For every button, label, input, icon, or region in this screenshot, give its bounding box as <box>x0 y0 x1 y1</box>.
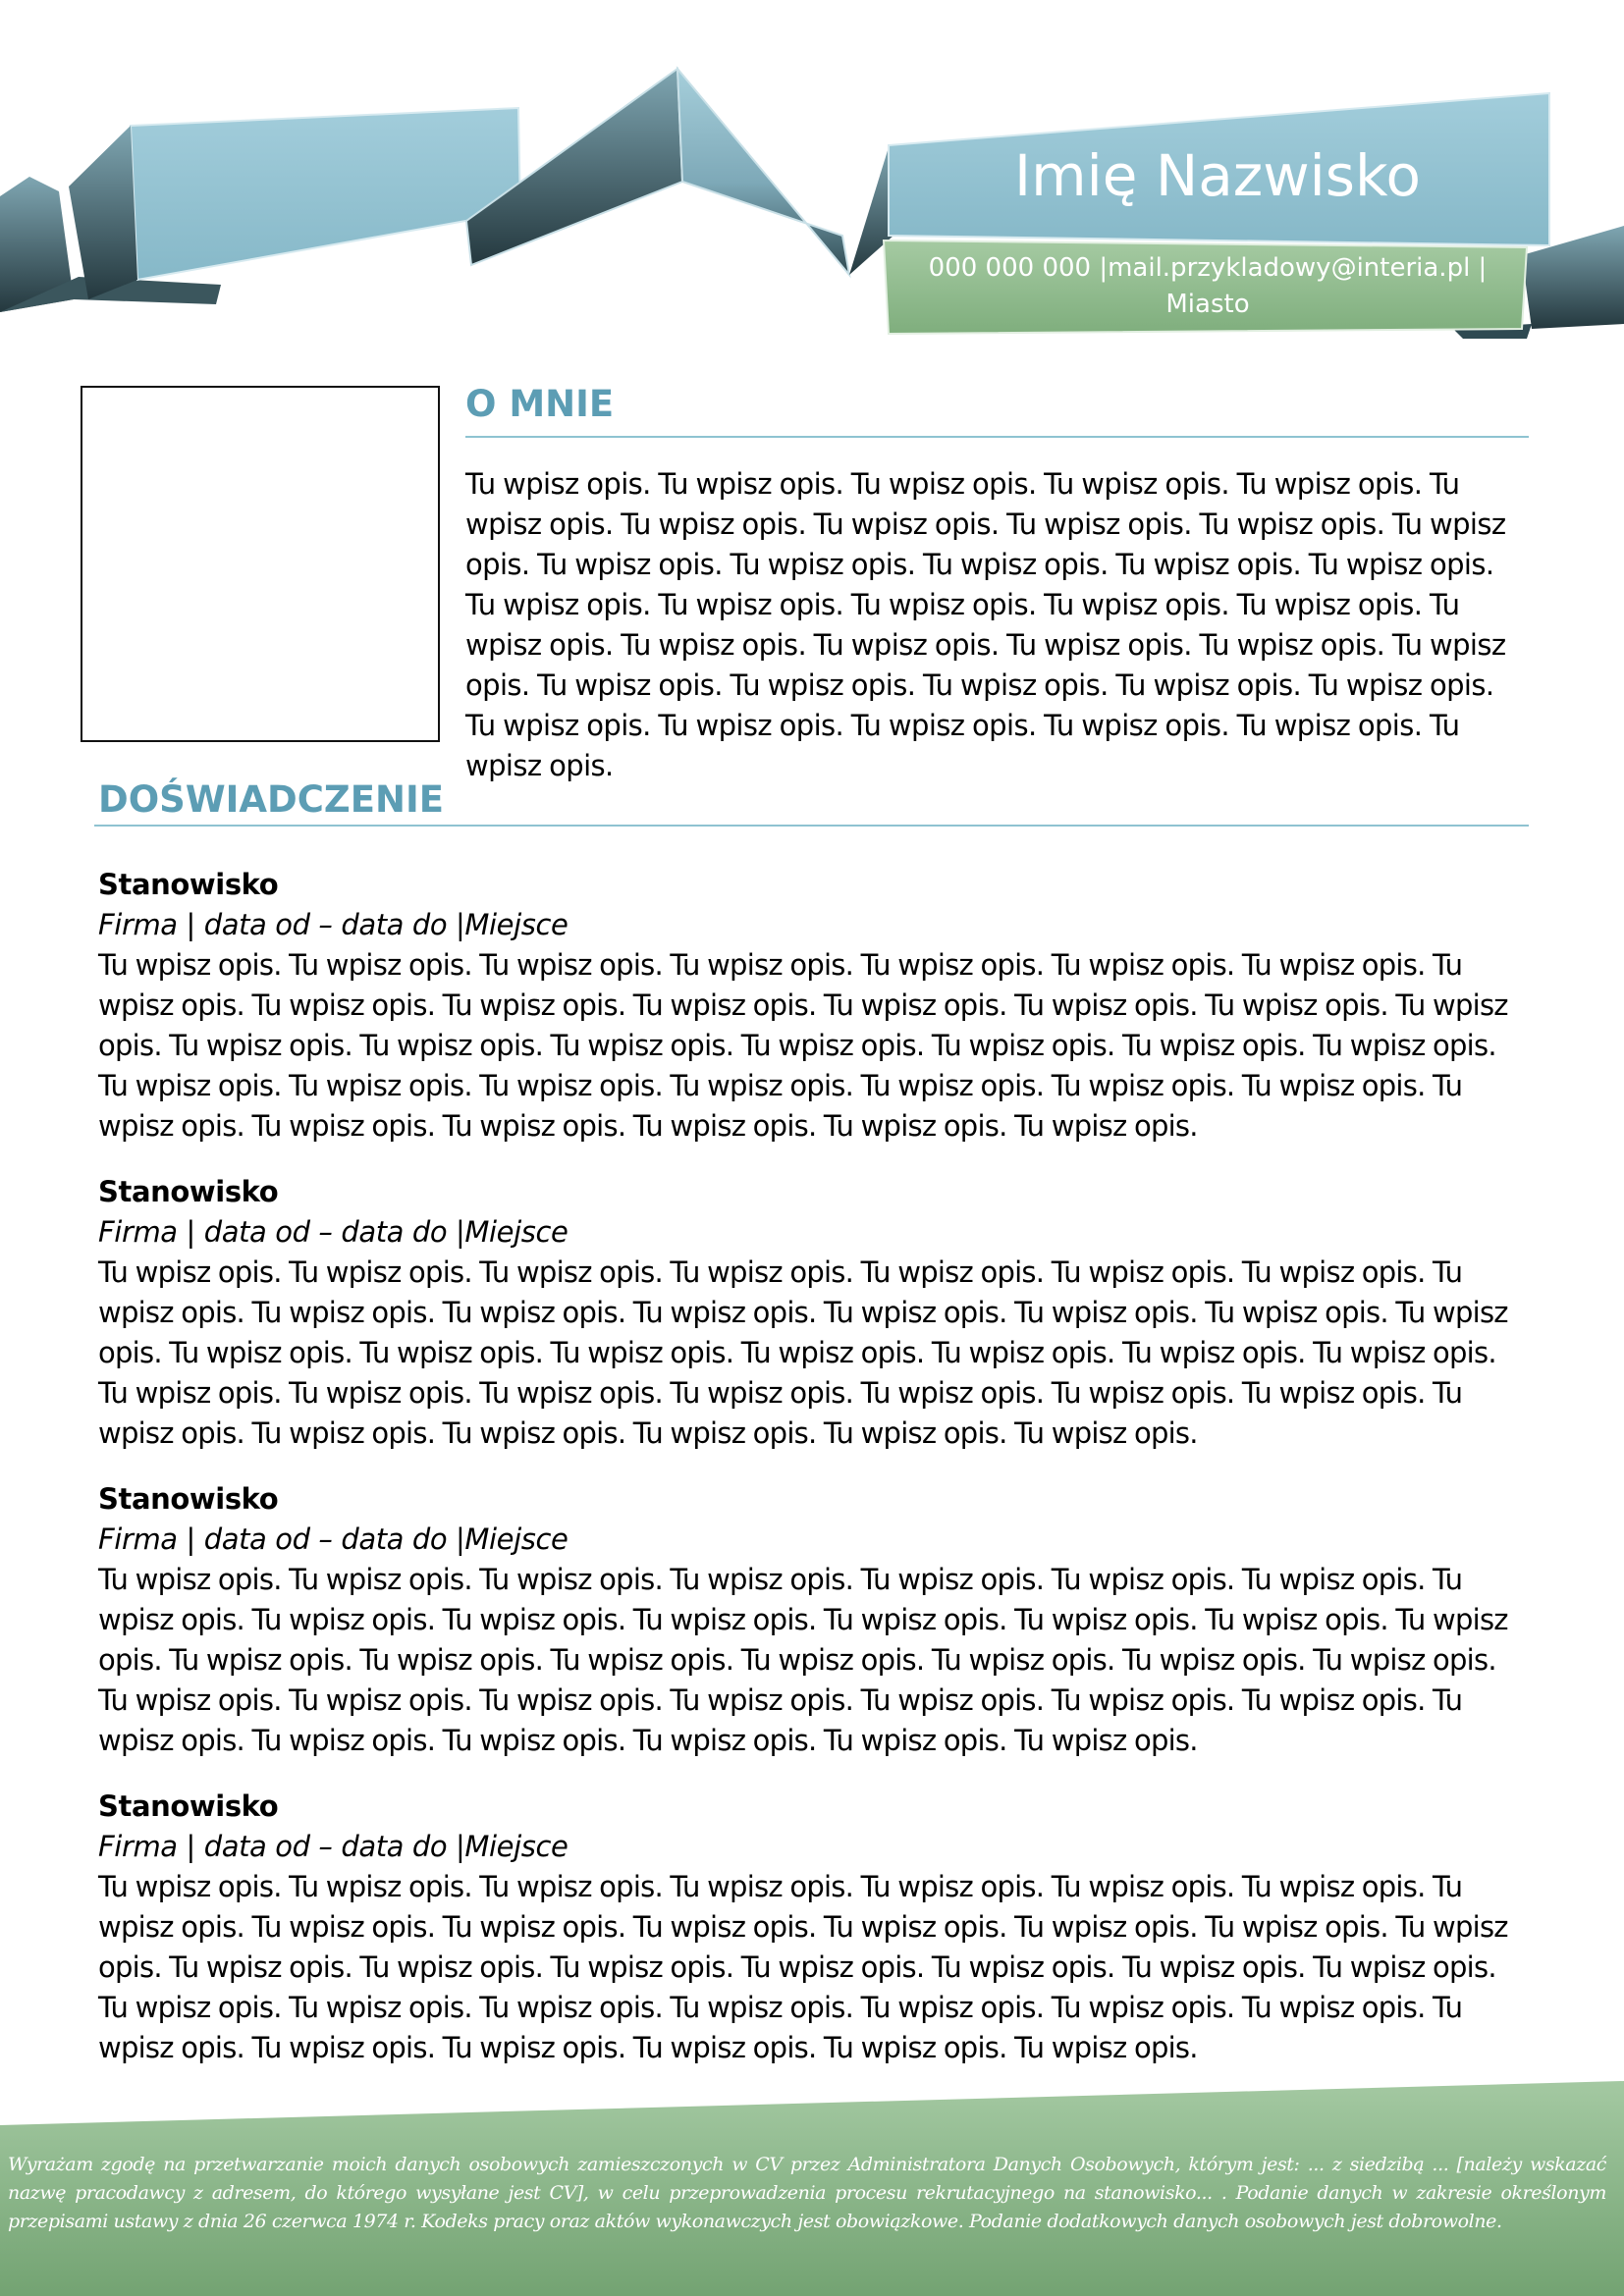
job-description: Tu wpisz opis. Tu wpisz opis. Tu wpisz opis. Tu wpisz opis. Tu wpisz opis. Tu wpisz opis. Tu wpisz opis. Tu wpisz opis. Tu wpisz opis. Tu wpisz opis. Tu wpisz opis. Tu wpisz opis. Tu wpisz opis. Tu wpisz opis. Tu wpisz opis. Tu wpisz opis. Tu wpisz opis. Tu wpisz opis. Tu wpisz opis. Tu wpisz opis. Tu wpisz opis. Tu wpisz opis. Tu wpisz opis. Tu wpisz opis. Tu wpisz opis. Tu wpisz opis. Tu wpisz opis. Tu wpisz opis. Tu wpisz opis. Tu wpisz opis. Tu wpisz opis. Tu wpisz opis. Tu wpisz opis. Tu wpisz opis. Tu wpisz opis. <box>98 1563 1508 1757</box>
job-title: Stanowisko <box>98 1789 279 1823</box>
about-divider <box>465 436 1529 438</box>
job-title: Stanowisko <box>98 1175 279 1208</box>
about-heading: O MNIE <box>465 383 615 425</box>
experience-divider <box>94 825 1529 827</box>
job-company-dates: Firma | data od – data do |Miejsce <box>98 1215 568 1249</box>
job-entry <box>98 865 1532 1147</box>
job-company-dates: Firma | data od – data do |Miejsce <box>98 908 568 941</box>
job-description: Tu wpisz opis. Tu wpisz opis. Tu wpisz opis. Tu wpisz opis. Tu wpisz opis. Tu wpisz opis. Tu wpisz opis. Tu wpisz opis. Tu wpisz opis. Tu wpisz opis. Tu wpisz opis. Tu wpisz opis. Tu wpisz opis. Tu wpisz opis. Tu wpisz opis. Tu wpisz opis. Tu wpisz opis. Tu wpisz opis. Tu wpisz opis. Tu wpisz opis. Tu wpisz opis. Tu wpisz opis. Tu wpisz opis. Tu wpisz opis. Tu wpisz opis. Tu wpisz opis. Tu wpisz opis. Tu wpisz opis. Tu wpisz opis. Tu wpisz opis. Tu wpisz opis. Tu wpisz opis. Tu wpisz opis. Tu wpisz opis. Tu wpisz opis. <box>98 1870 1508 2064</box>
job-title: Stanowisko <box>98 1482 279 1516</box>
job-entry <box>98 1787 1532 2068</box>
job-description: Tu wpisz opis. Tu wpisz opis. Tu wpisz opis. Tu wpisz opis. Tu wpisz opis. Tu wpisz opis. Tu wpisz opis. Tu wpisz opis. Tu wpisz opis. Tu wpisz opis. Tu wpisz opis. Tu wpisz opis. Tu wpisz opis. Tu wpisz opis. Tu wpisz opis. Tu wpisz opis. Tu wpisz opis. Tu wpisz opis. Tu wpisz opis. Tu wpisz opis. Tu wpisz opis. Tu wpisz opis. Tu wpisz opis. Tu wpisz opis. Tu wpisz opis. Tu wpisz opis. Tu wpisz opis. Tu wpisz opis. Tu wpisz opis. Tu wpisz opis. Tu wpisz opis. Tu wpisz opis. Tu wpisz opis. Tu wpisz opis. Tu wpisz opis. <box>98 1255 1508 1450</box>
contact-info: 000 000 000 |mail.przykladowy@interia.pl | Miasto <box>928 253 1488 319</box>
job-entry <box>98 1172 1532 1454</box>
job-description: Tu wpisz opis. Tu wpisz opis. Tu wpisz opis. Tu wpisz opis. Tu wpisz opis. Tu wpisz opis. Tu wpisz opis. Tu wpisz opis. Tu wpisz opis. Tu wpisz opis. Tu wpisz opis. Tu wpisz opis. Tu wpisz opis. Tu wpisz opis. Tu wpisz opis. Tu wpisz opis. Tu wpisz opis. Tu wpisz opis. Tu wpisz opis. Tu wpisz opis. Tu wpisz opis. Tu wpisz opis. Tu wpisz opis. Tu wpisz opis. Tu wpisz opis. Tu wpisz opis. Tu wpisz opis. Tu wpisz opis. Tu wpisz opis. Tu wpisz opis. Tu wpisz opis. Tu wpisz opis. Tu wpisz opis. Tu wpisz opis. Tu wpisz opis. <box>98 948 1508 1143</box>
experience-heading: DOŚWIADCZENIE <box>98 778 445 821</box>
about-text: Tu wpisz opis. Tu wpisz opis. Tu wpisz opis. Tu wpisz opis. Tu wpisz opis. Tu wpisz opis. Tu wpisz opis. Tu wpisz opis. Tu wpisz opis. Tu wpisz opis. Tu wpisz opis. Tu wpisz opis. Tu wpisz opis. Tu wpisz opis. Tu wpisz opis. Tu wpisz opis. Tu wpisz opis. Tu wpisz opis. Tu wpisz opis. Tu wpisz opis. Tu wpisz opis. Tu wpisz opis. Tu wpisz opis. Tu wpisz opis. Tu wpisz opis. Tu wpisz opis. Tu wpisz opis. Tu wpisz opis. Tu wpisz opis. Tu wpisz opis. Tu wpisz opis. Tu wpisz opis. Tu wpisz opis. Tu wpisz opis. Tu wpisz opis. Tu wpisz opis. Tu wpisz opis. Tu wpisz opis. <box>465 467 1506 782</box>
gdpr-consent-clause: Wyrażam zgodę na przetwarzanie moich danych osobowych zamieszczonych w CV przez Administratora Danych Osobowych, którym jest: ... z siedzibą ... [należy wskazać nazwę pracodawcy z adresem, do którego wysyłane jest CV], w celu przeprowadzenia procesu rekrutacyjnego na stanowisko... . Podanie danych w zakresie określonym przepisami ustawy z dnia 26 czerwca 1974 r. Kodeks pracy oraz aktów wykonawczych jest obowiązkowe. Podanie dodatkowych danych osobowych jest dobrowolne. <box>8 2154 1606 2232</box>
job-company-dates: Firma | data od – data do |Miejsce <box>98 1830 568 1863</box>
job-entry <box>98 1479 1532 1761</box>
job-title: Stanowisko <box>98 868 279 901</box>
job-company-dates: Firma | data od – data do |Miejsce <box>98 1522 568 1556</box>
photo-placeholder <box>81 386 440 742</box>
candidate-name: Imię Nazwisko <box>1014 142 1421 209</box>
